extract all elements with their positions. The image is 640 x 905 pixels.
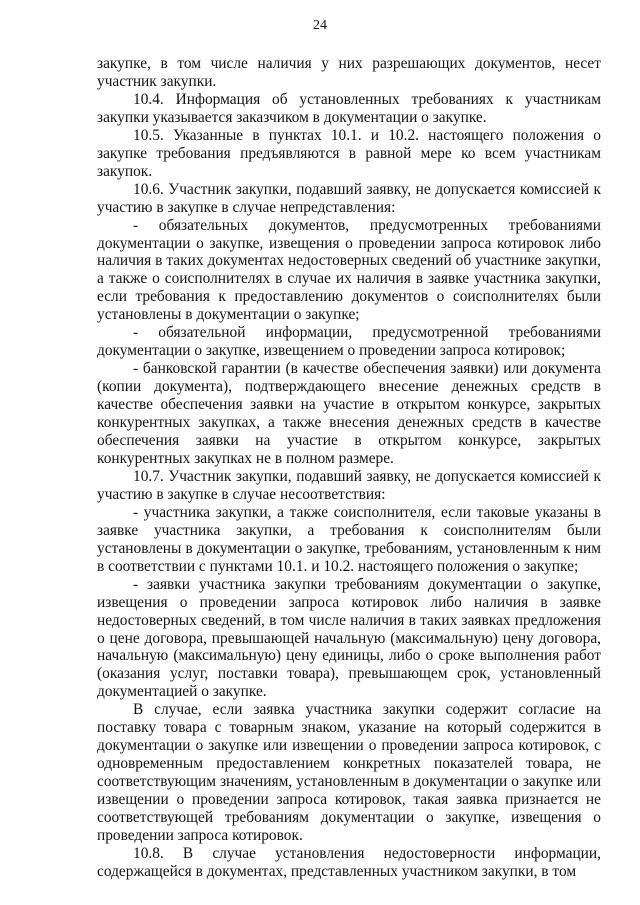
page-number: 24 (313, 18, 327, 33)
list-item: - заявки участника закупки требованиям документации о закупке, извещения о проведении запроса котировок либо наличия в заявке недостоверных сведений, в том числе наличия в таких заявках предложения о цене договора, превышающей начальную (максимальную) цену договора, начальную (максимальную) цену единицы, либо о сроке выполнения работ (оказания услуг, поставки товара), превышающем срок, установленный документацией о закупке. (97, 575, 601, 701)
paragraph: 10.6. Участник закупки, подавший заявку, не допускается комиссией к участию в закупке в случае непредставления: (97, 180, 601, 216)
paragraph: 10.4. Информация об установленных требованиях к участникам закупки указывается заказчиком в документации о закупке. (97, 90, 601, 126)
list-item: - участника закупки, а также соисполнителя, если таковые указаны в заявке участника закупки, а требования к соисполнителям были установлены в документации о закупке, требованиям, установленным к ним в соответствии с пунктами 10.1. и 10.2. настоящего положения о закупке; (97, 503, 601, 575)
paragraph: 10.7. Участник закупки, подавший заявку, не допускается комиссией к участию в закупке в случае несоответствия: (97, 467, 601, 503)
list-item: - банковской гарантии (в качестве обеспечения заявки) или документа (копии документа), подтверждающего внесение денежных средств в качестве обеспечения заявки на участие в открытом конкурсе, закрытых конкурентных закупках, а также внесения денежных средств в качестве обеспечения заявки на участие в открытом конкурсе, закрытых конкурентных закупках не в полном размере. (97, 360, 601, 467)
paragraph: закупке, в том числе наличия у них разрешающих документов, несет участник закупки. (97, 55, 601, 90)
paragraph: 10.8. В случае установления недостоверности информации, содержащейся в документах, представленных участником закупки, в том (97, 844, 601, 880)
list-item: - обязательных документов, предусмотренных требованиями документации о закупке, извещения о проведении запроса котировок либо наличия в таких документах недостоверных сведений об участнике закупки, а также о соисполнителях в случае их наличия в заявке участника закупки, если требования к предоставлению документов о соисполнителях были установлены в документации о закупке; (97, 216, 601, 324)
document-body (97, 55, 601, 881)
paragraph: В случае, если заявка участника закупки содержит согласие на поставку товара с товарным знаком, указание на который содержится в документации о закупке или извещении о проведении запроса котировок, с одновременным предоставлением конкретных показателей товара, не соответствующим значениям, установленным в документации о закупке или извещении о проведении запроса котировок, такая заявка признается не соответствующей требованиям документации о закупке, извещения о проведении запроса котировок. (97, 701, 601, 844)
paragraph: 10.5. Указанные в пунктах 10.1. и 10.2. настоящего положения о закупке требования предъявляются в равной мере ко всем участникам закупок. (97, 126, 601, 180)
list-item: - обязательной информации, предусмотренной требованиями документации о закупке, извещением о проведении запроса котировок; (97, 324, 601, 360)
